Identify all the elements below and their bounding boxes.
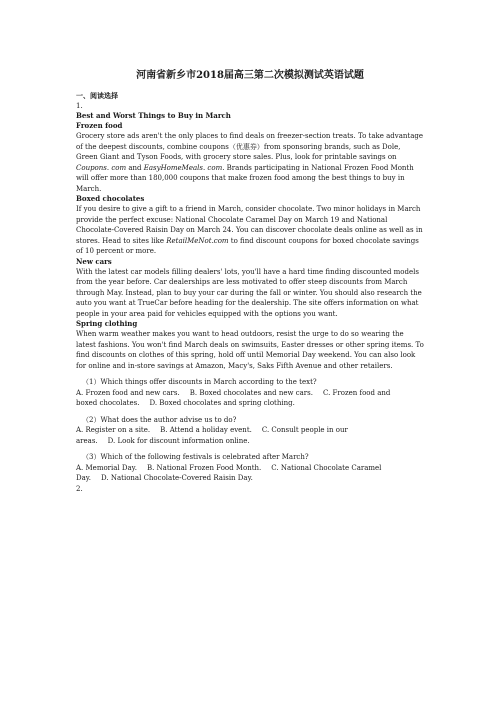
option-c: C. Consult people in our [261,426,348,434]
document-content [76,66,424,494]
option-b: B. Boxed chocolates and new cars. [189,388,313,397]
option-d: D. Look for discount information online. [107,436,250,445]
paragraph-frozen-food [76,131,424,194]
site-name: EasyHomeMeals. com [143,163,223,172]
option-d: D. Boxed chocolates and spring clothing. [149,399,295,407]
option-c: C. National Chocolate Caramel [271,463,382,472]
paragraph-text: to find discount coupons for boxed chocolate savings of 10 percent or more. [76,236,419,255]
subheading-new-cars: New cars [76,256,112,266]
question-stem: （1）Which things offer discounts in March according to the text? [82,378,317,386]
paragraph-text: Grocery store ads aren't the only places to find deals on freezer-section treats. To take advantage of the deepest discounts, combine coupons（优惠券）from sponsoring brands, such as Dole, Green Giant and Tyson Foods, with grocery store sales. Plus, look for printable savings on [76,132,424,161]
option-d: D. National Chocolate-Covered Raisin Day. [101,474,253,482]
subheading-frozen-food: Frozen food [76,121,123,130]
option-b: B. Attend a holiday event. [160,426,252,434]
question-options [76,388,424,399]
paragraph-text: If you desire to give a gift to a friend in March, consider chocolate. Two minor holidays in March provide the perfect excuse: National Chocolate Caramel Day on March 19 and National Chocolate-Covered Raisin Day on March 24. You can discover chocolate deals online as well as in stores. Head to sites like [76,205,423,245]
question-1 [76,377,424,409]
option-c-cont: areas. [76,436,98,445]
option-c-cont: boxed chocolates. [76,399,140,407]
option-a: A. Frozen food and new cars. [76,388,180,397]
site-name: Coupons. com [76,163,127,172]
paragraph-text: . Brands participating in National Frozen Food Month will offer more than 180,000 coupons that make frozen food among the best things to buy in March. [76,163,414,193]
question-options [76,398,424,409]
site-name: RetailMeNot.com [166,236,229,245]
option-a: A. Memorial Day. [76,463,137,472]
subheading-spring-clothing: Spring clothing [76,319,138,328]
question-2 [76,415,424,447]
page-title: 河南省新乡市2018届高三第二次模拟测试英语试题 [136,70,364,81]
question-stem: （2）What does the author advise us to do? [82,415,237,424]
section-heading: 一、阅读选择 [76,91,118,100]
question-options [76,463,424,474]
option-a: A. Register on a site. [76,426,151,434]
question-3 [76,452,424,484]
paragraph-boxed-chocolates [76,204,424,257]
passage-number: 1. [76,102,83,110]
question-stem: （3）Which of the following festivals is celebrated after March? [82,453,309,461]
passage-title: Best and Worst Things to Buy in March [76,111,231,120]
paragraph-spring-clothing: When warm weather makes you want to head outdoors, resist the urge to do so wearing the latest fashions. You won't find March deals on swimsuits, Easter dresses or other spring items. To find discounts on clothes of this spring, hold off until Memorial Day weekend. You can also look for online and in-store savings at Amazon, Macy's, Saks Fifth Avenue and other retailers. [76,330,424,370]
question-options [76,425,424,436]
option-b: B. National Frozen Food Month. [146,463,262,472]
paragraph-text: and [126,163,144,172]
option-c-cont: Day. [76,474,92,482]
option-c: C. Frozen food and [322,388,391,397]
question-options [76,436,424,447]
question-options [76,473,424,484]
passage-number: 2. [76,484,83,493]
paragraph-new-cars: With the latest car models filling dealers' lots, you'll have a hard time finding discounted models from the year before. Car dealerships are less motivated to offer steep discounts from March through May. Instead, plan to buy your car during the fall or winter. You should also research the auto you want at TrueCar before heading for the dealership. The site offers information on what people in your area paid for vehicles equipped with the options you want. [76,267,422,318]
subheading-boxed-chocolates: Boxed chocolates [76,194,145,203]
